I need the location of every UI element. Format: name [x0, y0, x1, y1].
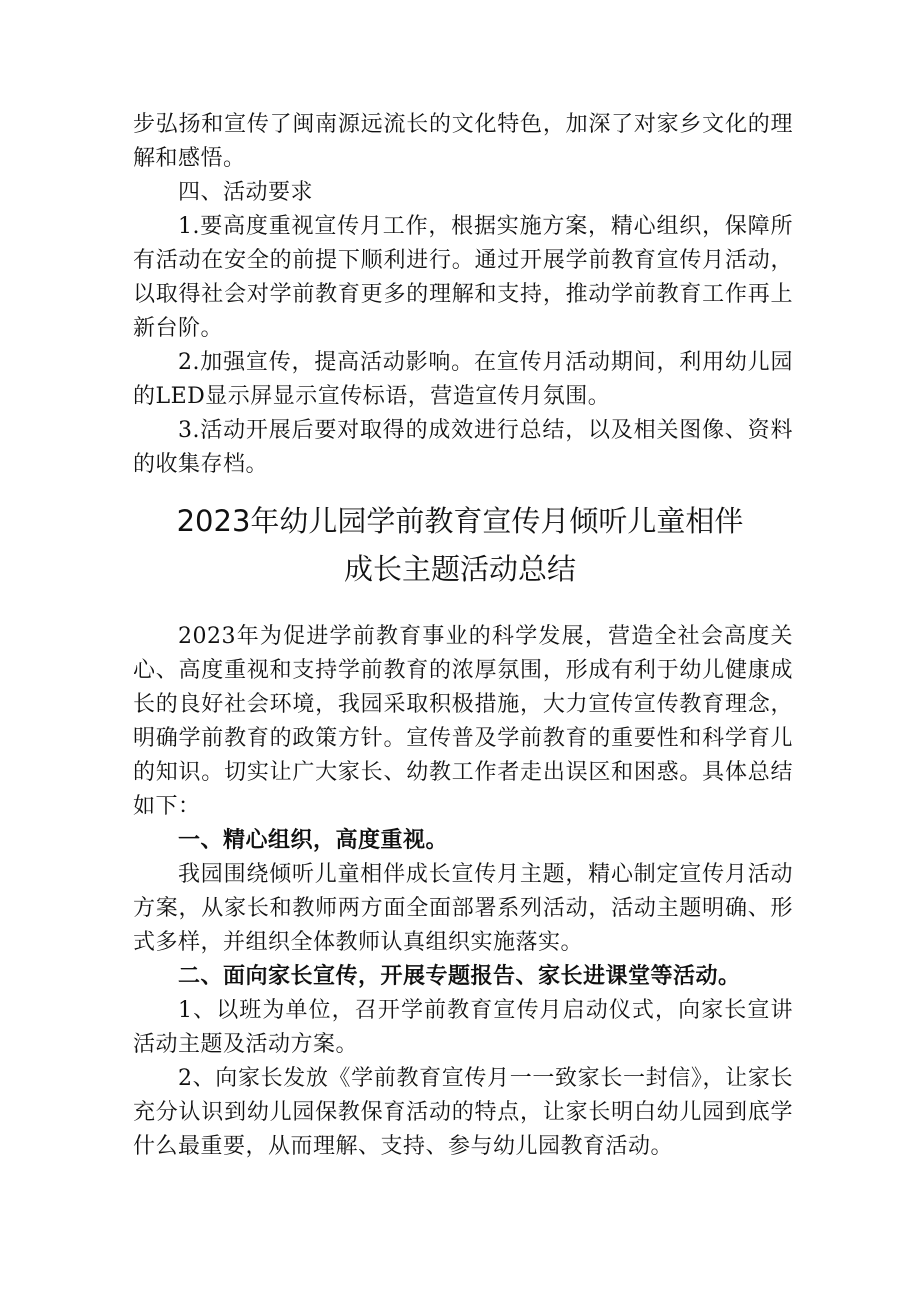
section-1-body: 我园围绕倾听儿童相伴成长宣传月主题，精心制定宣传月活动方案，从家长和教师两方面全面部署系列活动，活动主题明确、形式多样，并组织全体教师认真组织实施落实。: [133, 862, 793, 955]
section-1-heading: 一、精心组织，高度重视。: [178, 828, 449, 853]
continuation-paragraph: 步弘扬和宣传了闽南源远流长的文化特色，加深了对家乡文化的理解和感悟。: [133, 112, 793, 171]
requirement-item-2: 2.加强宣传，提高活动影响。在宣传月活动期间，利用幼儿园的LED显示屏显示宣传标语，营造宣传月氛围。: [133, 350, 793, 409]
summary-intro-paragraph: 2023年为促进学前教育事业的科学发展，营造全社会高度关心、高度重视和支持学前教育的浓厚氛围，形成有利于幼儿健康成长的良好社会环境，我园采取积极措施，大力宣传宣传教育理念，明确学前教育的政策方针。宣传普及学前教育的重要性和科学育儿的知识。切实让广大家长、幼教工作者走出误区和困惑。具体总结如下：: [133, 624, 793, 819]
section-2-heading: 二、面向家长宣传，开展专题报告、家长进课堂等活动。: [178, 964, 741, 989]
section-2-item-2: 2、向家长发放《学前教育宣传月一一致家长一封信》，让家长充分认识到幼儿园保教保育活动的特点，让家长明白幼儿园到底学什么最重要，从而理解、支持、参与幼儿园教育活动。: [133, 1066, 793, 1159]
summary-title-line-2: 成长主题活动总结: [343, 552, 576, 586]
requirement-item-3: 3.活动开展后要对取得的成效进行总结，以及相关图像、资料的收集存档。: [133, 418, 793, 477]
requirement-item-1: 1.要高度重视宣传月工作，根据实施方案，精心组织，保障所有活动在安全的前提下顺利进行。通过开展学前教育宣传月活动，以取得社会对学前教育更多的理解和支持，推动学前教育工作再上新台阶。: [133, 214, 793, 341]
section-2-item-1: 1、以班为单位，召开学前教育宣传月启动仪式，向家长宣讲活动主题及活动方案。: [133, 998, 793, 1057]
summary-title-line-1: 2023年幼儿园学前教育宣传月倾听儿童相伴: [176, 504, 744, 538]
requirements-heading: 四、活动要求: [178, 180, 314, 205]
summary-title: [100, 497, 820, 593]
